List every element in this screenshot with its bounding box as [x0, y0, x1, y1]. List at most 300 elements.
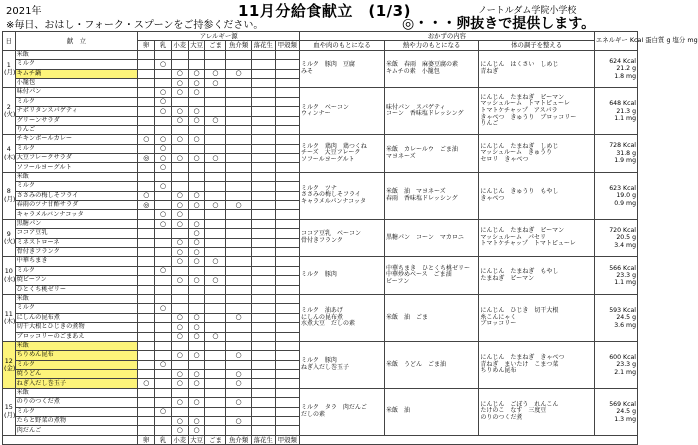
allergen-mark	[155, 332, 172, 341]
allergen-mark	[226, 172, 251, 181]
menu-row	[3, 172, 638, 181]
allergen-mark: ○	[226, 370, 251, 379]
allergen-mark	[138, 247, 155, 256]
allergen-mark	[138, 88, 155, 97]
allergen-mark	[226, 107, 251, 116]
allergen-mark	[155, 294, 172, 303]
allergen-mark: ○	[188, 257, 205, 266]
allergen-mark	[251, 398, 275, 407]
allergen-mark	[251, 323, 275, 332]
allergen-mark	[138, 426, 155, 435]
allergen-footer: 乳	[155, 435, 172, 444]
allergen-mark: ○	[188, 379, 205, 388]
allergen-mark	[188, 50, 205, 59]
year-label: 2021年	[6, 6, 42, 17]
allergen-mark	[275, 294, 299, 303]
allergen-mark: ○	[171, 135, 188, 144]
allergen-mark	[205, 97, 226, 106]
allergen-mark	[226, 266, 251, 275]
allergen-mark	[275, 257, 299, 266]
allergen-mark	[226, 285, 251, 294]
allergen-mark: ○	[188, 417, 205, 426]
allergen-mark	[275, 182, 299, 191]
allergen-mark	[226, 116, 251, 125]
allergen-mark	[205, 172, 226, 181]
allergen-mark	[138, 304, 155, 313]
allergen-mark	[275, 388, 299, 397]
allergen-mark	[138, 163, 155, 172]
allergen-mark	[188, 125, 205, 134]
allergen-mark	[226, 294, 251, 303]
allergen-mark	[251, 238, 275, 247]
dish-name: ミルク	[15, 97, 138, 106]
dish-name: グリーンサラダ	[15, 116, 138, 125]
dish-name: ミルク	[15, 360, 138, 369]
allergen-mark: ○	[226, 351, 251, 360]
dish-name: ナポリタンスパゲティ	[15, 107, 138, 116]
dish-name: ねぎ入だし巻玉子	[15, 379, 138, 388]
allergen-mark: ○	[155, 135, 172, 144]
allergen-mark	[251, 247, 275, 256]
allergen-mark: ○	[155, 88, 172, 97]
allergen-mark: ○	[188, 351, 205, 360]
allergen-mark	[155, 125, 172, 134]
allergen-mark	[188, 210, 205, 219]
allergen-mark	[155, 417, 172, 426]
allergen-mark	[205, 294, 226, 303]
okazu-c3: にんじん たまねぎ きゃべつ 青ねぎ まいたけ こまつ菜 ちりめん昆布	[479, 341, 594, 388]
day-cell: 12 (金)	[3, 341, 16, 388]
dish-name: ミネストローネ	[15, 238, 138, 247]
menu-row	[3, 88, 638, 97]
okazu-c3: にんじん はくさい しめじ 青ねぎ	[479, 50, 594, 88]
allergen-mark: ○	[188, 229, 205, 238]
allergy-group-header: アレルギー源	[138, 32, 300, 41]
allergen-mark: ○	[171, 210, 188, 219]
allergen-mark	[275, 266, 299, 275]
allergen-mark	[226, 332, 251, 341]
allergen-mark: ○	[155, 97, 172, 106]
allergen-mark	[138, 50, 155, 59]
allergen-mark: ○	[226, 417, 251, 426]
allergen-mark	[226, 257, 251, 266]
allergen-mark	[275, 219, 299, 228]
allergen-mark	[251, 172, 275, 181]
allergen-mark	[251, 88, 275, 97]
allergen-mark: ◎	[138, 201, 155, 210]
allergen-mark	[275, 304, 299, 313]
allergen-mark	[171, 60, 188, 69]
dish-name: ミルク	[15, 182, 138, 191]
allergen-mark: ○	[188, 191, 205, 200]
allergen-mark: ○	[188, 276, 205, 285]
allergen-mark	[226, 135, 251, 144]
dish-name: 味付パン	[15, 88, 138, 97]
allergen-mark: ○	[155, 107, 172, 116]
allergen-mark	[275, 341, 299, 350]
allergen-mark	[226, 163, 251, 172]
dish-name: ミルク	[15, 144, 138, 153]
allergen-mark: ○	[226, 69, 251, 78]
allergen-mark	[155, 351, 172, 360]
allergen-mark: ○	[171, 238, 188, 247]
allergen-mark: ○	[188, 398, 205, 407]
allergen-mark	[275, 370, 299, 379]
utensil-note: ※毎日、おはし・フォーク・スプーンをご持参ください。	[6, 20, 264, 31]
allergen-mark	[275, 417, 299, 426]
allergen-mark	[251, 182, 275, 191]
allergen-mark	[275, 97, 299, 106]
okazu-c3: にんじん ごぼう れんこん たけのこ なす 三度豆 のりのつくだ煮	[479, 388, 594, 435]
allergen-mark	[138, 370, 155, 379]
allergen-mark: ○	[188, 426, 205, 435]
day-cell: 2 (火)	[3, 88, 16, 135]
allergen-mark: ○	[205, 69, 226, 78]
allergen-mark	[226, 229, 251, 238]
dish-name: 中華ちまき	[15, 257, 138, 266]
dish-name: キムチ鍋	[15, 69, 138, 78]
allergen-mark	[171, 294, 188, 303]
allergen-mark	[275, 379, 299, 388]
allergen-mark: ○	[171, 323, 188, 332]
page-title: 11月分給食献立 (1/3)	[238, 2, 411, 20]
allergen-mark	[188, 163, 205, 172]
energy-cell: 600 Kcal 23.3 g 2.1 mg	[594, 341, 637, 388]
allergen-mark	[205, 388, 226, 397]
allergen-mark	[226, 247, 251, 256]
allergen-mark	[251, 332, 275, 341]
okazu-c3: にんじん たまねぎ もやし たまねぎ ピーマン	[479, 257, 594, 295]
allergen-mark	[138, 97, 155, 106]
okazu-c2: 米飯 春雨 麻婆豆腐の素 キムチの素 小籠包	[384, 50, 478, 88]
allergen-mark	[275, 50, 299, 59]
okazu-c2: 米飯 うどん ごま油	[384, 341, 478, 388]
menu-row	[3, 50, 638, 59]
dish-name: チキンボールカレー	[15, 135, 138, 144]
allergen-mark: ○	[188, 370, 205, 379]
dish-name: ミルク	[15, 407, 138, 416]
allergen-mark	[171, 388, 188, 397]
menu-row	[3, 219, 638, 228]
allergen-mark	[275, 116, 299, 125]
energy-cell: 569 Kcal 24.5 g 1.3 mg	[594, 388, 637, 435]
allergen-mark: ○	[171, 88, 188, 97]
dish-name: ブロッコリーのごまあえ	[15, 332, 138, 341]
energy-header: エネルギー Kcal 蛋白質 g 塩分 mg	[594, 32, 637, 51]
allergen-mark: ○	[188, 219, 205, 228]
allergen-mark: ○	[188, 78, 205, 87]
okazu-c3: にんじん たまねぎ しめじ マッシュルーム きゅうり セロリ きゃべつ	[479, 135, 594, 173]
allergen-mark	[251, 163, 275, 172]
allergen-mark	[188, 172, 205, 181]
allergen-mark	[275, 276, 299, 285]
allergen-mark: ○	[171, 332, 188, 341]
dish-name: ひとくち桃ゼリー	[15, 285, 138, 294]
allergen-mark	[188, 266, 205, 275]
okazu-c2: 米飯 油	[384, 388, 478, 435]
allergen-mark	[226, 125, 251, 134]
allergen-mark: ○	[188, 201, 205, 210]
allergen-mark	[138, 417, 155, 426]
okazu-c1: ミルク タラ 肉だんご だしの素	[299, 388, 384, 435]
allergen-mark	[251, 257, 275, 266]
allergen-header: 落花生	[251, 41, 275, 50]
allergen-mark	[155, 172, 172, 181]
allergen-mark	[205, 219, 226, 228]
allergen-mark	[251, 360, 275, 369]
allergen-footer: 卵	[138, 435, 155, 444]
allergen-mark: ○	[155, 304, 172, 313]
okazu-c2: 黒糖パン コーン マカロニ	[384, 219, 478, 257]
allergen-mark	[171, 50, 188, 59]
allergen-mark: ○	[171, 370, 188, 379]
allergen-mark	[275, 69, 299, 78]
allergen-mark	[251, 125, 275, 134]
allergen-mark	[155, 257, 172, 266]
energy-cell: 566 Kcal 23.3 g 1.1 mg	[594, 257, 637, 295]
allergen-mark	[205, 88, 226, 97]
allergen-mark	[188, 407, 205, 416]
allergen-mark	[188, 388, 205, 397]
dish-name: キャラメルバンナコッタ	[15, 210, 138, 219]
allergen-mark: ○	[205, 116, 226, 125]
menu-table	[2, 31, 698, 445]
allergen-mark	[226, 407, 251, 416]
allergen-mark	[226, 219, 251, 228]
okazu-c1: ミルク 豚肉 ねぎ入だし巻玉子	[299, 341, 384, 388]
allergen-mark: ○	[171, 107, 188, 116]
allergen-mark	[275, 60, 299, 69]
allergen-mark	[188, 360, 205, 369]
day-cell: 1 (月)	[3, 50, 16, 88]
allergen-mark	[205, 238, 226, 247]
allergen-mark	[205, 341, 226, 350]
allergen-mark: ○	[171, 154, 188, 163]
allergen-mark	[226, 238, 251, 247]
dish-name: 小籠包	[15, 78, 138, 87]
allergen-mark: ○	[171, 379, 188, 388]
allergen-mark	[275, 238, 299, 247]
allergen-mark	[138, 388, 155, 397]
allergen-mark	[226, 388, 251, 397]
allergen-mark	[275, 154, 299, 163]
okazu-c1: ミルク 鶏肉 鶏つくね チーズ 大豆フレーク ソフールヨーグルト	[299, 135, 384, 173]
allergen-mark	[138, 257, 155, 266]
egg-free-note: ◎・・・卵抜きで提供します。	[402, 16, 596, 32]
okazu-c1: ココア豆乳 ベーコン 骨付きフランク	[299, 219, 384, 257]
allergen-mark	[275, 313, 299, 322]
allergen-mark: ○	[188, 154, 205, 163]
allergen-mark	[155, 247, 172, 256]
allergen-mark: ○	[155, 360, 172, 369]
energy-cell: 593 Kcal 24.5 g 3.6 mg	[594, 294, 637, 341]
allergen-mark: ○	[171, 191, 188, 200]
okazu-c2: 米飯 カレールウ ごま油 マヨネーズ	[384, 135, 478, 173]
allergen-mark: ○	[155, 219, 172, 228]
dish-name: 米飯	[15, 50, 138, 59]
allergen-mark	[155, 341, 172, 350]
allergen-mark	[275, 285, 299, 294]
allergen-mark	[226, 88, 251, 97]
allergen-mark	[188, 97, 205, 106]
allergen-mark: ○	[138, 135, 155, 144]
dish-name: ささみの梅しそフライ	[15, 191, 138, 200]
allergen-mark: ○	[155, 210, 172, 219]
allergen-mark	[138, 323, 155, 332]
dish-name: 米飯	[15, 388, 138, 397]
allergen-mark	[138, 276, 155, 285]
allergen-mark	[251, 276, 275, 285]
allergen-mark	[155, 78, 172, 87]
allergen-header: 乳	[155, 41, 172, 50]
dish-name: のりのつくだ煮	[15, 398, 138, 407]
allergen-mark	[155, 116, 172, 125]
allergen-mark	[171, 266, 188, 275]
cat1-header: 血や肉のもとになる	[299, 41, 384, 50]
allergen-mark	[226, 144, 251, 153]
allergen-mark	[205, 144, 226, 153]
allergen-mark: ○	[188, 107, 205, 116]
allergen-mark	[275, 107, 299, 116]
dish-name: にしんの昆布煮	[15, 313, 138, 322]
okazu-c1: ミルク 豚肉	[299, 257, 384, 295]
dish-name: 焼ビーフン	[15, 276, 138, 285]
allergen-mark	[138, 182, 155, 191]
allergen-mark	[155, 229, 172, 238]
allergen-mark: ○	[155, 182, 172, 191]
allergen-mark	[251, 97, 275, 106]
dish-name: 大豆フレークサラダ	[15, 154, 138, 163]
dish-name: ソフールヨーグルト	[15, 163, 138, 172]
allergen-mark	[251, 50, 275, 59]
allergen-mark	[226, 191, 251, 200]
allergen-mark	[205, 417, 226, 426]
dish-name: 骨付きフランク	[15, 247, 138, 256]
allergen-mark	[205, 313, 226, 322]
allergen-mark	[226, 304, 251, 313]
allergen-mark	[138, 332, 155, 341]
allergen-mark	[155, 323, 172, 332]
allergen-mark: ○	[171, 69, 188, 78]
allergen-mark	[251, 78, 275, 87]
allergen-mark	[275, 407, 299, 416]
allergen-mark	[205, 163, 226, 172]
allergen-mark: ○	[205, 257, 226, 266]
allergen-mark: ○	[205, 154, 226, 163]
allergen-mark: ○	[155, 407, 172, 416]
dish-name: ミルク	[15, 266, 138, 275]
allergen-mark	[275, 88, 299, 97]
allergen-mark	[251, 417, 275, 426]
allergen-mark	[251, 229, 275, 238]
allergen-mark	[251, 388, 275, 397]
allergen-mark	[155, 379, 172, 388]
menu-row	[3, 257, 638, 266]
allergen-mark	[205, 229, 226, 238]
allergen-mark: ○	[155, 163, 172, 172]
allergen-mark	[188, 304, 205, 313]
allergen-mark	[138, 398, 155, 407]
allergen-mark	[226, 426, 251, 435]
allergen-mark	[226, 276, 251, 285]
energy-cell: 720 Kcal 20.5 g 3.4 mg	[594, 219, 637, 257]
cat3-header: 体の調子を整える	[479, 41, 594, 50]
okazu-c3: にんじん たまねぎ ピーマン マッシュルーム トマトピューレ トマトケチャップ アスパラ きゃべつ きゅうり ブロッコリー りんご	[479, 88, 594, 135]
allergen-mark: ○	[226, 379, 251, 388]
dish-name: 肉だんご	[15, 426, 138, 435]
okazu-c1: ミルク ベーコン ウィンナー	[299, 88, 384, 135]
allergen-mark	[226, 97, 251, 106]
allergen-mark	[138, 210, 155, 219]
allergen-mark: ○	[226, 313, 251, 322]
allergen-mark	[275, 229, 299, 238]
day-cell: 8 (月)	[3, 172, 16, 219]
allergen-mark	[138, 144, 155, 153]
dish-name: たらと野菜の煮物	[15, 417, 138, 426]
day-cell: 11 (木)	[3, 294, 16, 341]
allergen-mark	[138, 229, 155, 238]
allergen-footer: 落花生	[251, 435, 275, 444]
allergen-mark	[138, 60, 155, 69]
allergen-mark: ○	[171, 417, 188, 426]
allergen-mark	[205, 266, 226, 275]
allergen-mark	[251, 116, 275, 125]
allergen-mark	[138, 407, 155, 416]
allergen-mark	[171, 407, 188, 416]
allergen-mark	[171, 163, 188, 172]
allergen-mark	[226, 50, 251, 59]
allergen-mark	[138, 294, 155, 303]
allergen-mark	[171, 229, 188, 238]
cat2-header: 熱や力のもとになる	[384, 41, 478, 50]
allergen-footer: ごま	[205, 435, 226, 444]
menu-header: 献 立	[15, 32, 138, 51]
allergen-mark	[226, 210, 251, 219]
allergen-mark	[171, 182, 188, 191]
allergen-mark	[226, 60, 251, 69]
allergen-mark: ○	[188, 238, 205, 247]
allergen-mark	[205, 304, 226, 313]
allergen-mark	[275, 191, 299, 200]
allergen-mark	[155, 191, 172, 200]
allergen-mark: ○	[188, 247, 205, 256]
allergen-mark	[138, 351, 155, 360]
okazu-c2: 米飯 油 ごま	[384, 294, 478, 341]
allergen-footer: 小麦	[173, 435, 187, 444]
allergen-mark	[251, 341, 275, 350]
allergen-mark	[251, 69, 275, 78]
allergen-mark	[155, 426, 172, 435]
allergen-mark	[275, 144, 299, 153]
allergen-mark	[188, 294, 205, 303]
allergen-mark	[226, 78, 251, 87]
day-cell: 15 (月)	[3, 388, 16, 435]
allergen-header: 卵	[138, 41, 155, 50]
allergen-mark: ○	[226, 201, 251, 210]
allergen-mark	[188, 182, 205, 191]
allergen-mark	[138, 360, 155, 369]
dish-name: 米飯	[15, 172, 138, 181]
allergen-mark	[275, 125, 299, 134]
allergen-mark	[155, 313, 172, 322]
allergen-mark: ○	[171, 276, 188, 285]
allergen-mark	[251, 370, 275, 379]
allergen-mark	[138, 107, 155, 116]
okazu-c3: にんじん たまねぎ ピーマン マッシュルーム パセリ トマトケチャップ トマトピューレ	[479, 219, 594, 257]
allergen-mark: ○	[188, 323, 205, 332]
energy-cell: 728 Kcal 31.8 g 1.9 mg	[594, 135, 637, 173]
allergen-mark	[171, 144, 188, 153]
